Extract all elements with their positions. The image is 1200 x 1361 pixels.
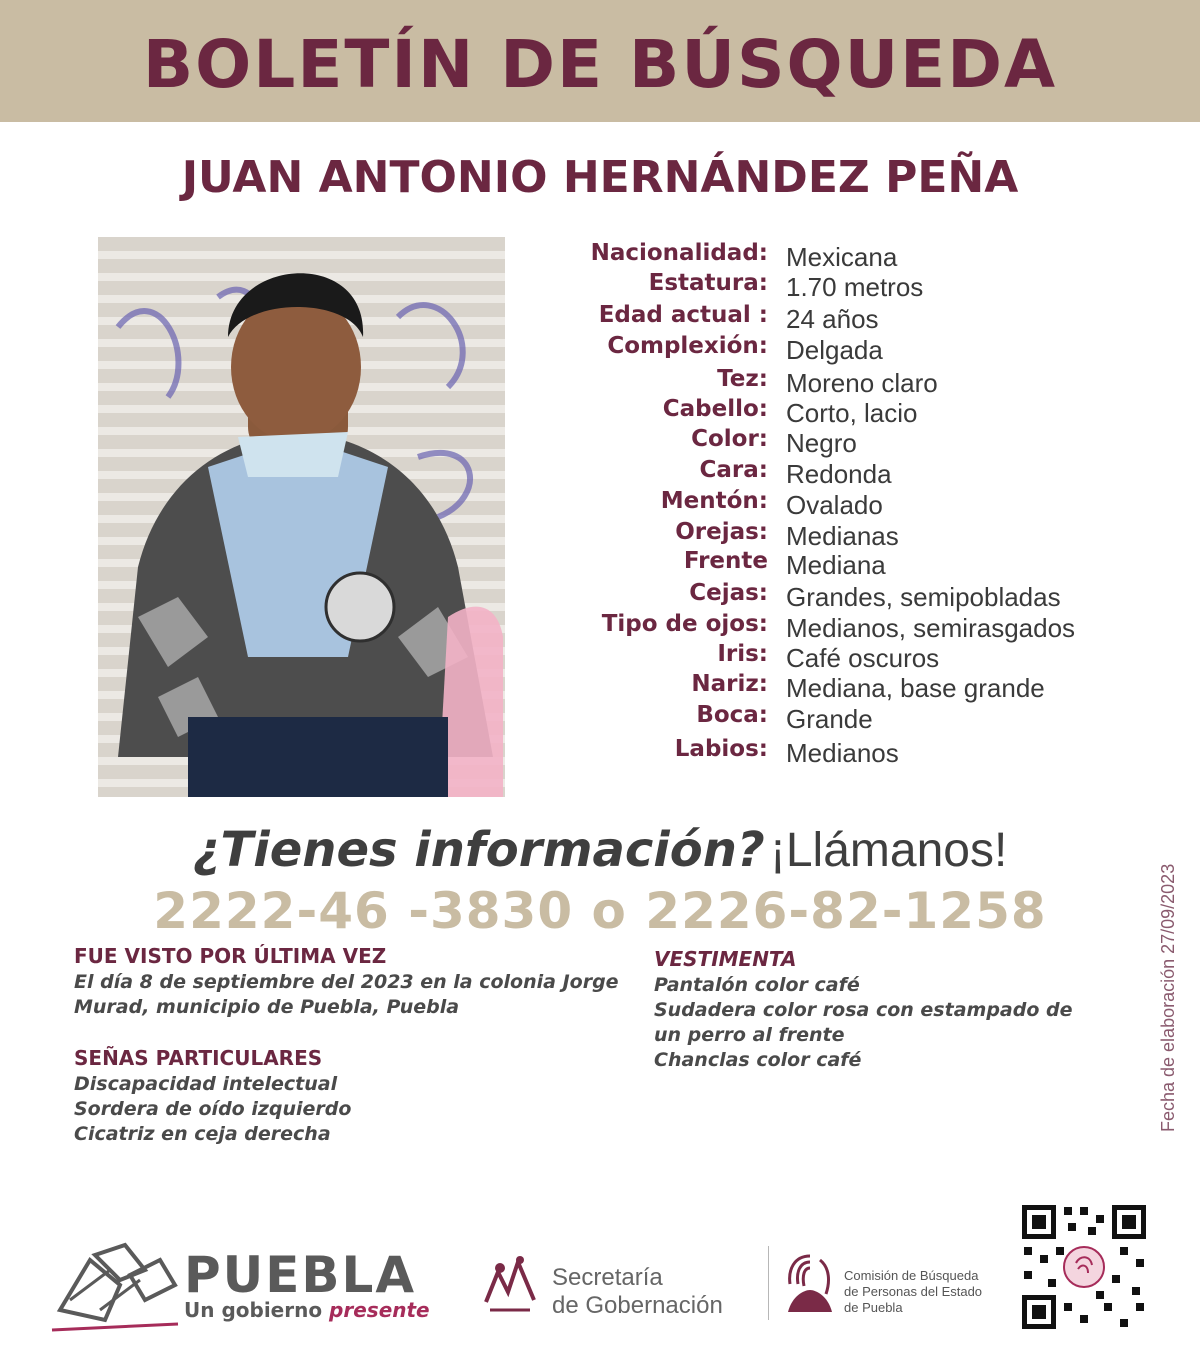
detail-value: Delgada (786, 335, 883, 365)
detail-row (540, 641, 1140, 673)
cta-question: ¿Tienes información? (192, 822, 765, 878)
detail-row (540, 457, 1140, 489)
detail-row (540, 396, 1140, 428)
comision-line: de Personas del Estado (844, 1284, 983, 1299)
detail-value: 24 años (786, 304, 879, 334)
call-to-action (0, 822, 1200, 878)
detail-value: Café oscuros (786, 643, 940, 673)
person-photo (98, 237, 505, 797)
detail-label: Color: (691, 426, 768, 452)
puebla-logo (50, 1240, 430, 1340)
comision-name (844, 1268, 982, 1316)
detail-row (540, 333, 1140, 365)
footer-divider (768, 1246, 769, 1320)
header-banner (0, 0, 1200, 122)
comision-logo (782, 1250, 1012, 1320)
puebla-emblem-icon (50, 1240, 180, 1335)
detail-label: Complexión: (607, 333, 768, 359)
detail-row (540, 488, 1140, 520)
qr-code-icon[interactable] (1020, 1203, 1148, 1331)
photo-illustration (98, 237, 505, 797)
detail-label: Frente (683, 548, 768, 574)
detail-value: Medianos (786, 738, 899, 768)
detail-label: Mentón: (660, 488, 768, 514)
last-seen-line: El día 8 de septiembre del 2023 en la colonia Jorge (74, 971, 619, 993)
detail-row (540, 366, 1140, 398)
marks-title: SEÑAS PARTICULARES (74, 1046, 323, 1070)
detail-label: Tez: (717, 366, 768, 392)
tagline-emphasis: presente (329, 1298, 430, 1322)
clothing-line: Chanclas color café (654, 1049, 862, 1071)
detail-label: Edad actual : (598, 302, 768, 328)
segob-line: Secretaría (552, 1264, 663, 1291)
clothing-line: Sudadera color rosa con estampado de (654, 999, 1073, 1021)
last-seen-title: FUE VISTO POR ÚLTIMA VEZ (74, 944, 387, 968)
detail-row (540, 702, 1140, 734)
marks-line: Cicatriz en ceja derecha (74, 1123, 331, 1145)
detail-value: Mediana, base grande (786, 673, 1045, 703)
detail-label: Cejas: (689, 580, 768, 606)
marks-line: Discapacidad intelectual (74, 1073, 338, 1095)
detail-row (540, 671, 1140, 703)
person-name: JUAN ANTONIO HERNÁNDEZ PEÑA (181, 152, 1019, 203)
puebla-tagline (184, 1298, 430, 1322)
clothing-line: Pantalón color café (654, 974, 860, 996)
detail-value: 1.70 metros (786, 272, 924, 302)
detail-row (540, 736, 1140, 768)
detail-value: Mediana (786, 550, 886, 580)
last-seen-line: Murad, municipio de Puebla, Puebla (74, 996, 460, 1018)
detail-label: Nariz: (691, 671, 768, 697)
segob-emblem-icon (478, 1252, 542, 1316)
detail-label: Tipo de ojos: (601, 611, 768, 637)
detail-value: Mexicana (786, 242, 898, 272)
detail-row (540, 426, 1140, 458)
segob-line: de Gobernación (552, 1292, 723, 1319)
detail-row (540, 611, 1140, 643)
segob-logo (478, 1252, 768, 1322)
detail-value: Ovalado (786, 490, 883, 520)
detail-value: Grandes, semipobladas (786, 582, 1061, 612)
clothing-title: VESTIMENTA (654, 947, 797, 971)
bulletin-title: BOLETÍN DE BÚSQUEDA (142, 26, 1058, 103)
detail-label: Iris: (717, 641, 768, 667)
detail-label: Nacionalidad: (590, 240, 768, 266)
cta-call: ¡Llámanos! (769, 824, 1008, 877)
creation-date: Fecha de elaboración 27/09/2023 (1158, 863, 1178, 1132)
detail-row (540, 519, 1140, 551)
detail-label: Boca: (696, 702, 768, 728)
detail-value: Corto, lacio (786, 398, 918, 428)
detail-value: Moreno claro (786, 368, 938, 398)
tagline-plain: Un gobierno (184, 1298, 330, 1322)
fingerprint-emblem-icon (782, 1250, 838, 1316)
segob-name (552, 1264, 723, 1320)
comision-line: de Puebla (844, 1300, 903, 1315)
phone-numbers[interactable]: 2222-46 -3830 o 2226-82-1258 (153, 882, 1047, 940)
detail-label: Orejas: (675, 519, 768, 545)
puebla-wordmark: PUEBLA (184, 1246, 417, 1304)
detail-row (540, 548, 1140, 580)
detail-row (540, 302, 1140, 334)
clothing-line: un perro al frente (654, 1024, 845, 1046)
detail-row (540, 580, 1140, 612)
detail-value: Redonda (786, 459, 892, 489)
detail-value: Negro (786, 428, 857, 458)
detail-label: Cabello: (662, 396, 768, 422)
detail-row (540, 270, 1140, 302)
detail-label: Cara: (699, 457, 768, 483)
detail-value: Medianas (786, 521, 899, 551)
comision-line: Comisión de Búsqueda (844, 1268, 979, 1283)
detail-label: Labios: (674, 736, 768, 762)
detail-value: Medianos, semirasgados (786, 613, 1076, 643)
marks-line: Sordera de oído izquierdo (74, 1098, 352, 1120)
detail-value: Grande (786, 704, 873, 734)
qr-code-graphic (1020, 1203, 1148, 1331)
detail-label: Estatura: (648, 270, 768, 296)
detail-row (540, 240, 1140, 272)
